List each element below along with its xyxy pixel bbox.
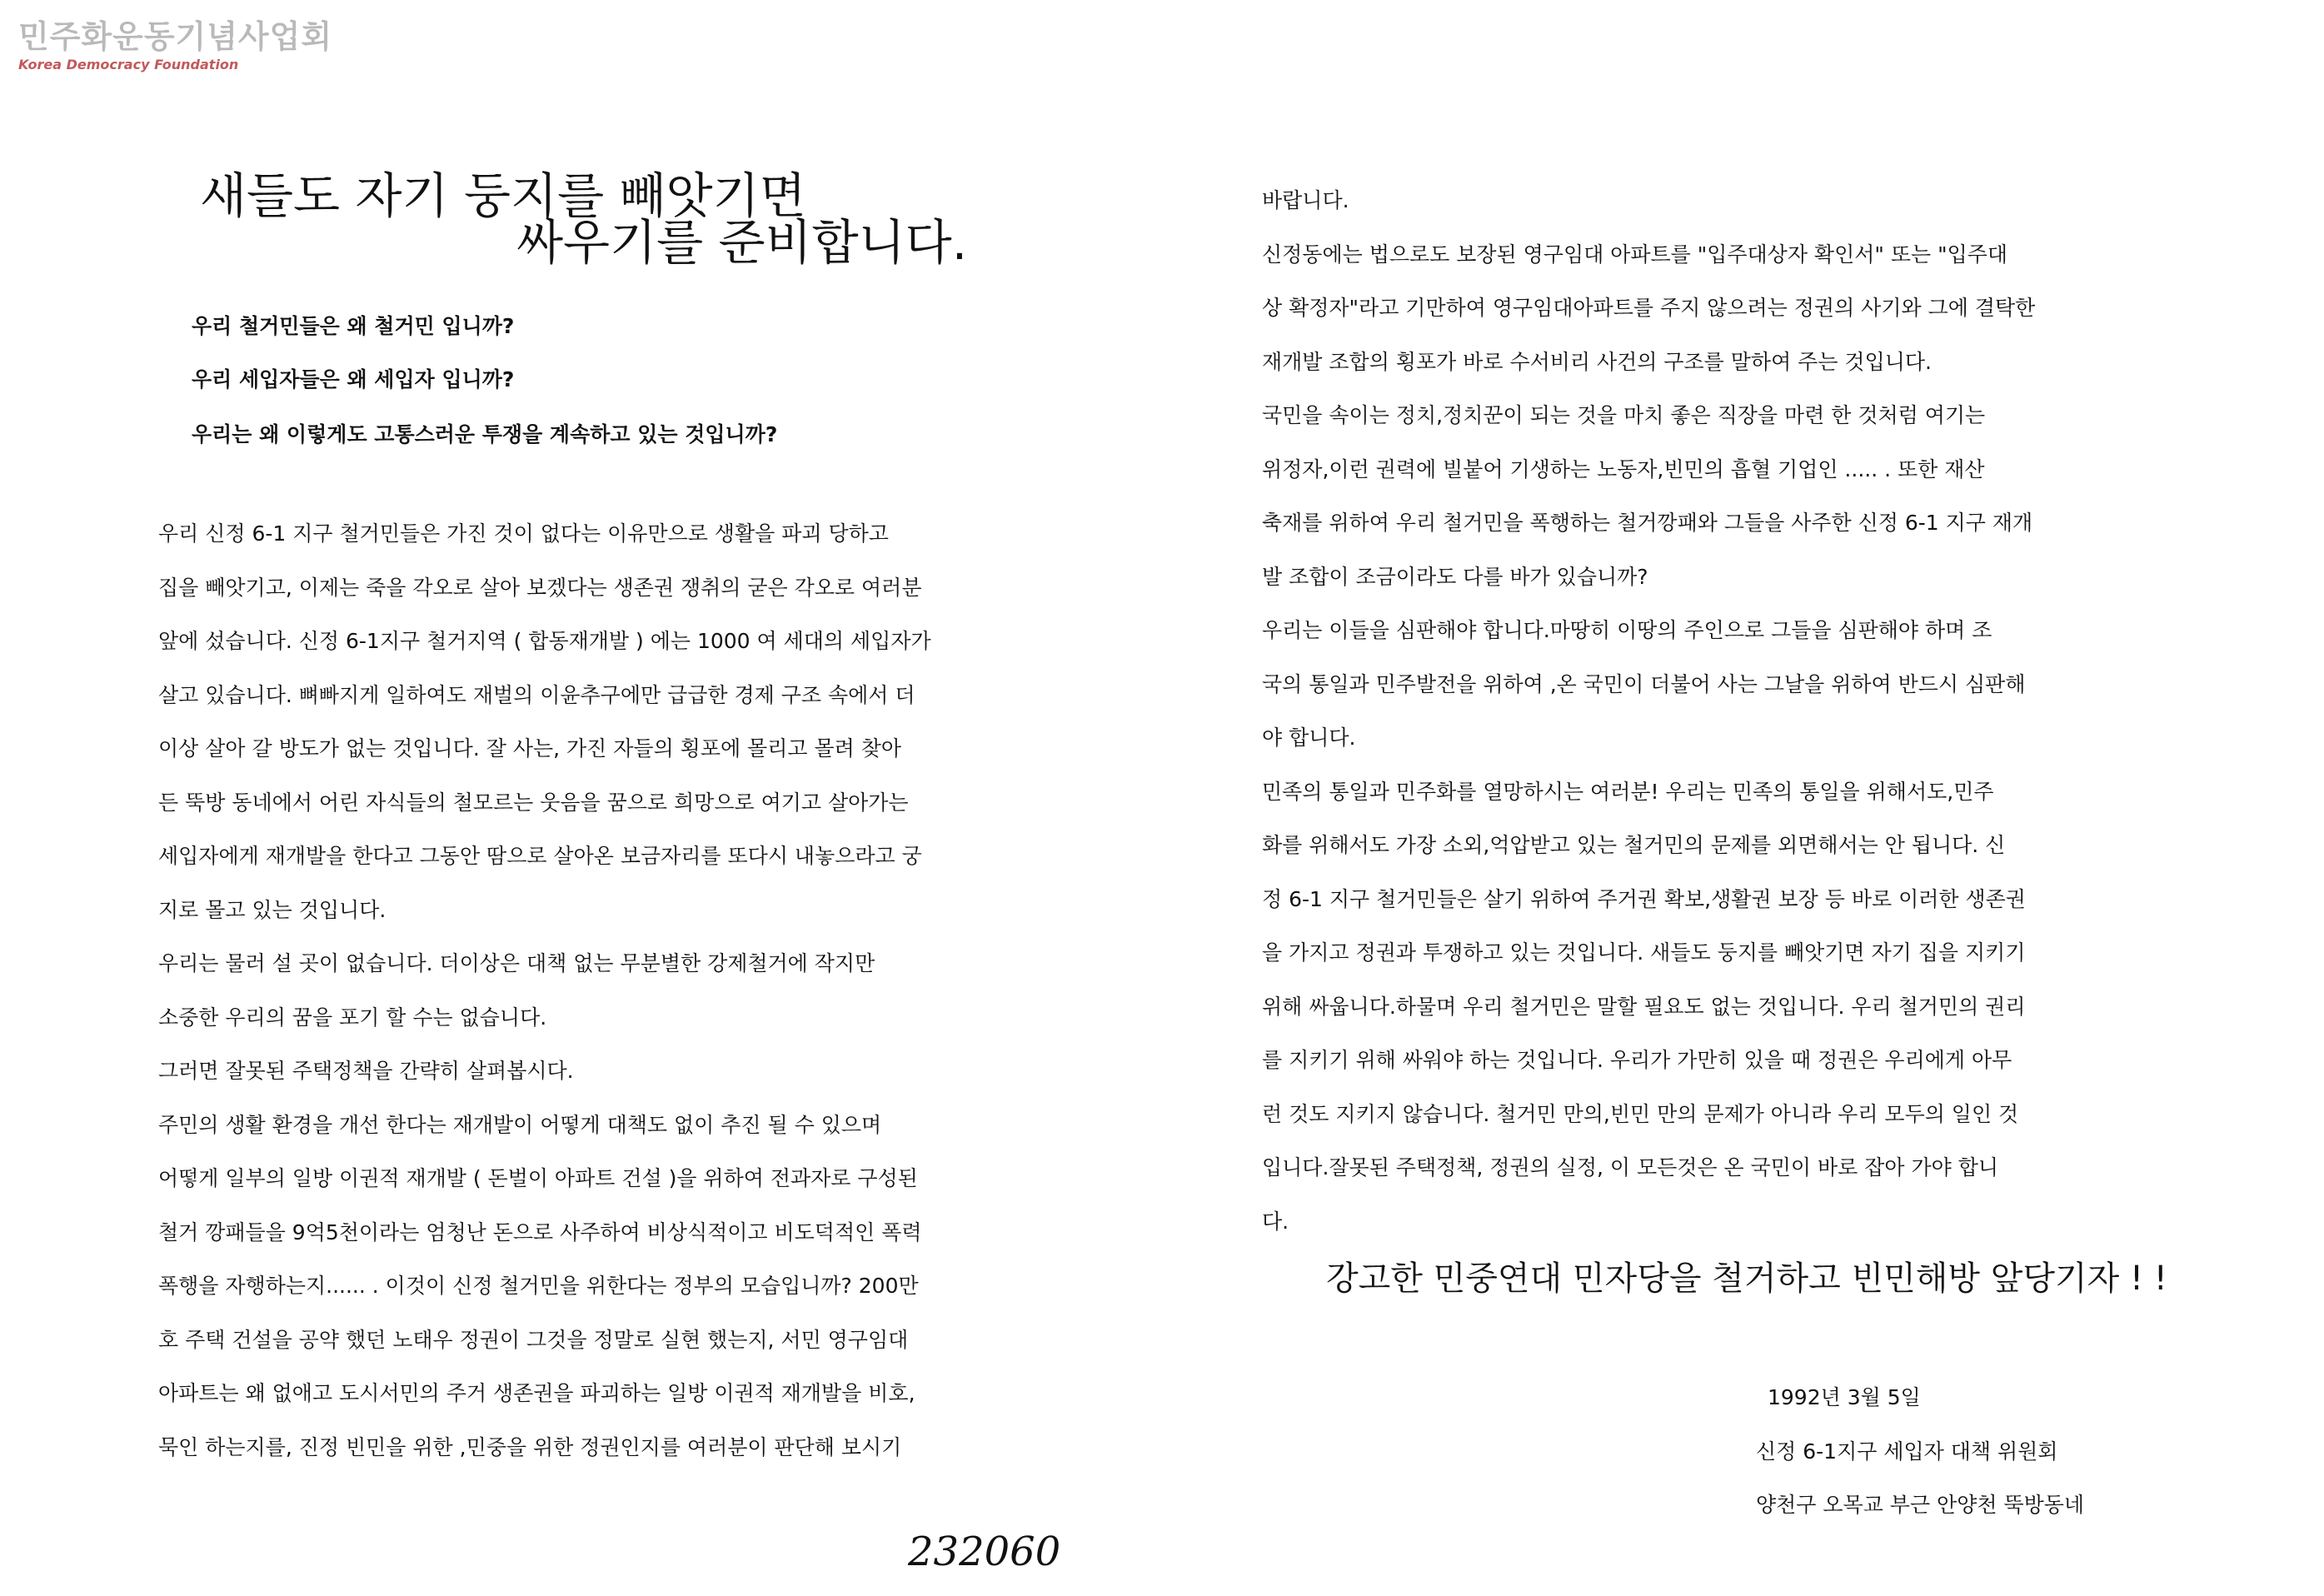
paragraph-line: 화를 위해서도 가장 소외,억압받고 있는 철거민의 문제를 외면해서는 안 됩니다. 신 — [1262, 833, 2006, 857]
paragraph-line: 이상 살아 갈 방도가 없는 것입니다. 잘 사는, 가진 자들의 횡포에 몰리고 몰려 찾아 — [158, 736, 902, 761]
paragraph-line: 야 합니다. — [1262, 726, 1356, 750]
paragraph-line: 축재를 위하여 우리 철거민을 폭행하는 철거깡패와 그들을 사주한 신정 6-1 지구 재개 — [1262, 511, 2033, 535]
paragraph-line: 묵인 하는지를, 진정 빈민을 위한 ,민중을 위한 정권인지를 여러분이 판단해 보시기 — [158, 1434, 902, 1459]
paragraph-line: 재개발 조합의 횡포가 바로 수서비리 사건의 구조를 말하여 주는 것입니다. — [1262, 349, 1932, 374]
paragraph-line: 그러면 잘못된 주택정책을 간략히 살펴봅시다. — [158, 1059, 574, 1083]
handwritten-archive-number: 232060 — [908, 1529, 1061, 1575]
paragraph-line: 을 가지고 정권과 투쟁하고 있는 것입니다. 새들도 둥지를 빼앗기면 자기 집을 지키기 — [1262, 940, 2026, 965]
paragraph-line: 든 뚝방 동네에서 어린 자식들의 철모르는 웃음을 꿈으로 희망으로 여기고 살아가는 — [158, 790, 909, 815]
paragraph-line: 철거 깡패들을 9억5천이라는 엄청난 돈으로 사주하여 비상식적이고 비도덕적인 폭력 — [158, 1219, 922, 1244]
paragraph-line: 호 주택 건설을 공약 했던 노태우 정권이 그것을 정말로 실현 했는지, 서민 영구임대 — [158, 1327, 909, 1352]
watermark-logo — [18, 18, 332, 72]
paragraph-line: 위정자,이런 권력에 빌붙어 기생하는 노동자,빈민의 흡혈 기업인 ..... . 또한 재산 — [1262, 456, 1985, 481]
paragraph-line: 국의 통일과 민주발전을 위하여 ,온 국민이 더불어 사는 그날을 위하여 반드시 심판해 — [1262, 671, 2026, 696]
paragraph-line: 발 조합이 조금이라도 다를 바가 있습니까? — [1262, 564, 1648, 589]
paragraph-line: 를 지키기 위해 싸워야 하는 것입니다. 우리가 가만히 있을 때 정권은 우리에게 아무 — [1262, 1048, 2012, 1072]
paragraph-line: 바랍니다. — [1262, 188, 1349, 212]
paragraph-line: 런 것도 지키지 않습니다. 철거민 만의,빈민 만의 문제가 아니라 우리 모두의 일인 것 — [1262, 1101, 2019, 1126]
question-1: 우리 철거민들은 왜 철거민 입니까? — [192, 314, 515, 338]
paragraph-line: 정 6-1 지구 철거민들은 살기 위하여 주거권 확보,생활권 보장 등 바로 이러한 생존권 — [1262, 886, 2026, 911]
closing-slogan: 강고한 민중연대 민자당을 철거하고 빈민해방 앞당기자 ! ! — [1326, 1259, 2167, 1298]
left-column-body — [158, 507, 1075, 1474]
right-column-body — [1262, 174, 2178, 1249]
paragraph-line: 우리는 물러 설 곳이 없습니다. 더이상은 대책 없는 무분별한 강제철거에 작지만 — [158, 951, 875, 975]
paragraph-line: 우리 신정 6-1 지구 철거민들은 가진 것이 없다는 이유만으로 생활을 파괴 당하고 — [158, 521, 889, 546]
page-title-line-2: 싸우기를 준비합니다. — [516, 214, 968, 271]
paragraph-line: 폭행을 자행하는지...... . 이것이 신정 철거민을 위한다는 정부의 모습입니까? 200만 — [158, 1274, 919, 1298]
paragraph-line: 아파트는 왜 없애고 도시서민의 주거 생존권을 파괴하는 일방 이권적 재개발을 비호, — [158, 1381, 915, 1405]
signature-organization: 신정 6-1지구 세입자 대책 위원회 — [1756, 1439, 2058, 1464]
paragraph-line: 지로 몰고 있는 것입니다. — [158, 897, 387, 922]
paragraph-line: 세입자에게 재개발을 한다고 그동안 땀으로 살아온 보금자리를 또다시 내놓으라고 궁 — [158, 844, 922, 868]
paragraph-line: 살고 있습니다. 뼈빠지게 일하여도 재벌의 이윤추구에만 급급한 경제 구조 속에서 더 — [158, 682, 915, 707]
paragraph-line: 앞에 섰습니다. 신정 6-1지구 철거지역 ( 합동재개발 ) 에는 1000 여 세대의 세입자가 — [158, 629, 931, 653]
paragraph-line: 신정동에는 법으로도 보장된 영구임대 아파트를 "입주대상자 확인서" 또는 "입주대 — [1262, 242, 2008, 267]
page-title-line-1: 새들도 자기 둥지를 빼앗기면 — [200, 167, 806, 224]
watermark-org-english: Korea Democracy Foundation — [18, 57, 239, 72]
paragraph-line: 소중한 우리의 꿈을 포기 할 수는 없습니다. — [158, 1005, 547, 1030]
paragraph-line: 상 확정자"라고 기만하여 영구임대아파트를 주지 않으려는 정권의 사기와 그에 결탁한 — [1262, 296, 2036, 320]
paragraph-line: 위해 싸웁니다.하물며 우리 철거민은 말할 필요도 없는 것입니다. 우리 철거민의 권리 — [1262, 994, 2026, 1019]
question-3: 우리는 왜 이렇게도 고통스러운 투쟁을 계속하고 있는 것입니까? — [192, 422, 778, 446]
signature-location: 양천구 오목교 부근 안양천 뚝방동네 — [1756, 1493, 2085, 1517]
paragraph-line: 우리는 이들을 심판해야 합니다.마땅히 이땅의 주인으로 그들을 심판해야 하며 조 — [1262, 618, 1992, 642]
paragraph-line: 다. — [1262, 1209, 1289, 1234]
paragraph-line: 주민의 생활 환경을 개선 한다는 재개발이 어떻게 대책도 없이 추진 될 수 있으며 — [158, 1112, 882, 1137]
paragraph-line: 입니다.잘못된 주택정책, 정권의 실정, 이 모든것은 온 국민이 바로 잡아 가야 합니 — [1262, 1155, 1999, 1180]
paragraph-line: 민족의 통일과 민주화를 열망하시는 여러분! 우리는 민족의 통일을 위해서도,민주 — [1262, 779, 1994, 804]
paragraph-line: 국민을 속이는 정치,정치꾼이 되는 것을 마치 좋은 직장을 마련 한 것처럼 여기는 — [1262, 403, 1986, 427]
paragraph-line: 집을 빼앗기고, 이제는 죽을 각오로 살아 보겠다는 생존권 쟁취의 굳은 각오로 여러분 — [158, 575, 922, 600]
paragraph-line: 어떻게 일부의 일방 이권적 재개발 ( 돈벌이 아파트 건설 )을 위하여 전과자로 구성된 — [158, 1166, 918, 1190]
signature-date: 1992년 3월 5일 — [1768, 1385, 1921, 1409]
watermark-org-korean: 민주화운동기념사업회 — [18, 18, 333, 55]
question-2: 우리 세입자들은 왜 세입자 입니까? — [192, 367, 515, 392]
